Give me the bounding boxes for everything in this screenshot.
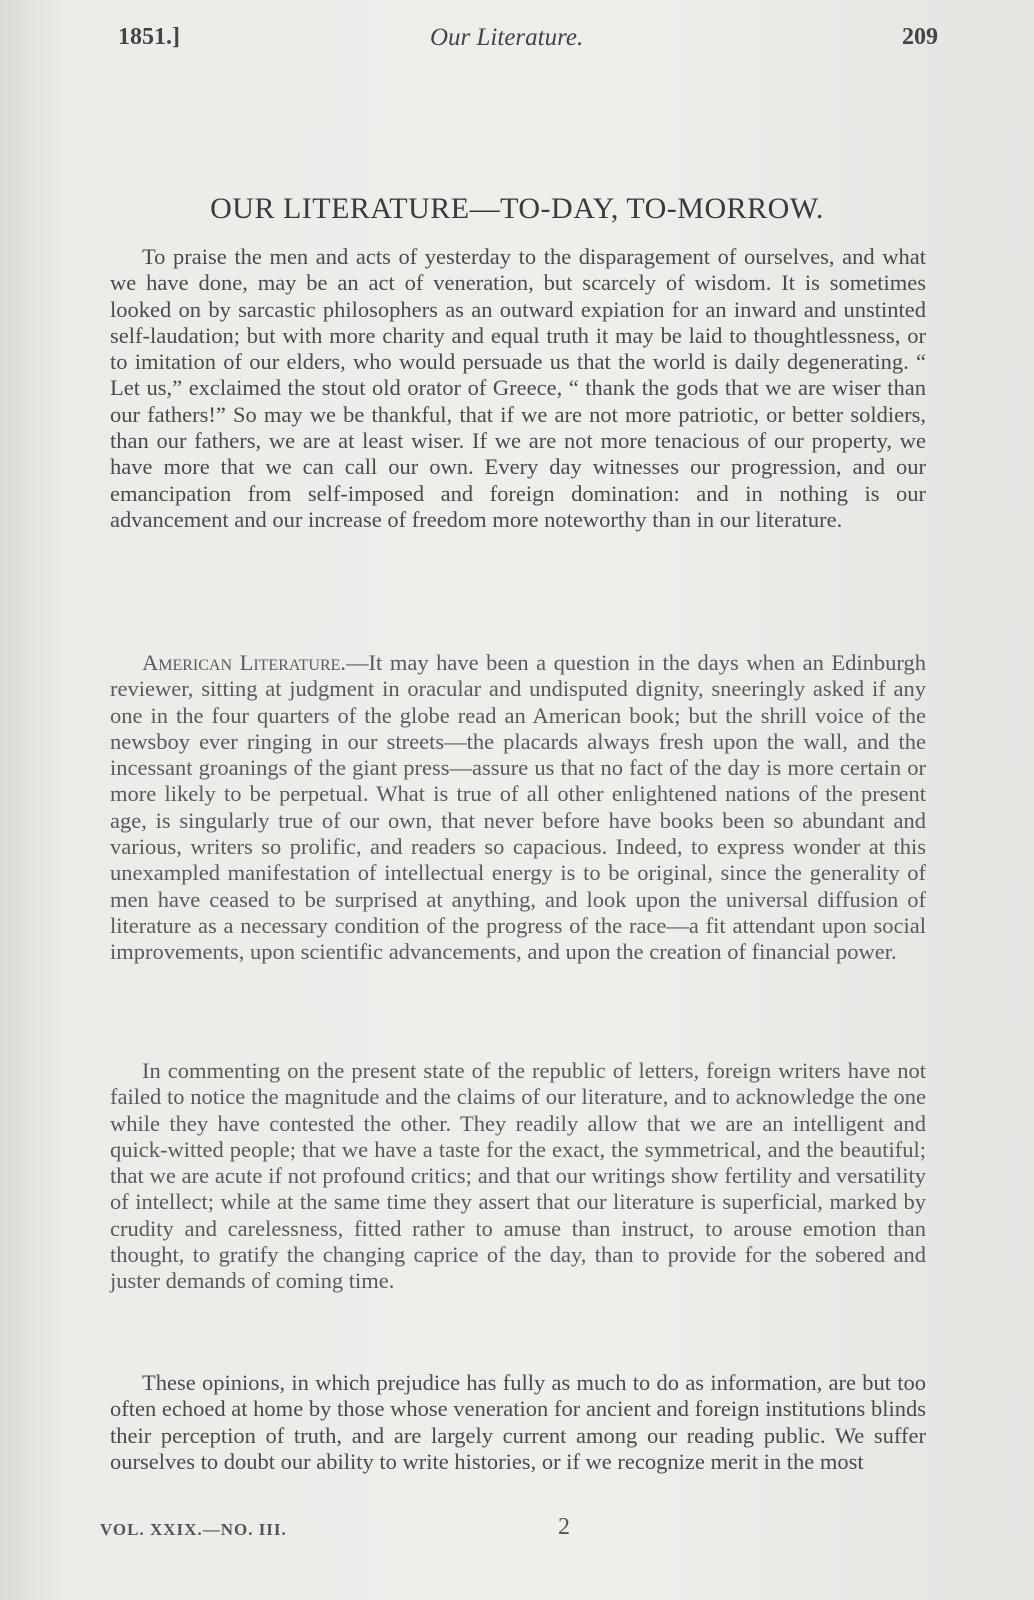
- signature-mark: 2: [558, 1514, 570, 1540]
- paragraph-2: [110, 650, 926, 966]
- running-header: [118, 24, 938, 60]
- header-year: 1851.]: [118, 24, 180, 50]
- paragraph-4: These opinions, in which prejudice has fully as much to do as information, are but too often echoed at home by those whose veneration for ancient and foreign institutions blinds their perception of truth, and are largely current among our reading public. We suffer ourselves to doubt our ability to write histories, or if we recognize merit in the most: [110, 1370, 926, 1474]
- section-heading: American Literature.: [142, 650, 347, 675]
- paragraph-1: To praise the men and acts of yesterday to the disparagement of ourselves, and what we have done, may be an act of veneration, but scarcely of wisdom. It is sometimes looked on by sarcastic philosophers as an outward expiation for an inward and unstinted self-laudation; but with more charity and equal truth it may be laid to thoughtlessness, or to imitation of our elders, who would persuade us that the world is daily degenerating. “ Let us,” exclaimed the stout old orator of Greece, “ thank the gods that we are wiser than our fathers!” So may we be thankful, that if we are not more patriotic, or better soldiers, than our fathers, we are at least wiser. If we are not more tenacious of our property, we have more that we can call our own. Every day witnesses our progression, and our emancipation from self-imposed and foreign domination: and in nothing is our advancement and our increase of freedom more noteworthy than in our literature.: [110, 244, 926, 532]
- volume-number: VOL. XXIX.—NO. III.: [100, 1520, 287, 1539]
- paragraph-2-text: —It may have been a question in the days when an Edinburgh reviewer, sitting at judgment in oracular and undisputed dignity, sneeringly asked if any one in the four quarters of the globe read an American book; but the shrill voice of the newsboy ever ringing in our streets—the placards always fresh upon the wall, and the incessant groanings of the giant press—assure us that no fact of the day is more certain or more likely to be perpetual. What is true of all other enlightened nations of the present age, is singularly true of our own, that never before have books been so abundant and various, writers so prolific, and readers so capacious. Indeed, to express wonder at this unexampled manifestation of intellectual energy is to be original, since the generality of men have ceased to be surprised at anything, and look upon the universal diffusion of literature as a necessary condition of the progress of the race—a fit attendant upon social improvements, upon scientific advancements, and upon the creation of financial power.: [110, 650, 926, 965]
- header-running-title: Our Literature.: [430, 24, 584, 51]
- article-title: OUR LITERATURE—TO-DAY, TO-MORROW.: [210, 192, 824, 225]
- header-page-number: 209: [902, 24, 938, 50]
- paragraph-3: In commenting on the present state of the republic of letters, foreign writers have not failed to notice the magnitude and the claims of our literature, and to acknowledge the one while they have contested the other. They readily allow that we are an intelligent and quick-witted people; that we have a taste for the exact, the symmetrical, and the beautiful; that we are acute if not profound critics; and that our writings show fertility and versatility of intellect; while at the same time they assert that our literature is superficial, marked by crudity and carelessness, fitted rather to amuse than instruct, to arouse emotion than thought, to gratify the changing caprice of the day, than to provide for the sobered and juster demands of coming time.: [110, 1058, 926, 1294]
- page-footer: [100, 1514, 920, 1544]
